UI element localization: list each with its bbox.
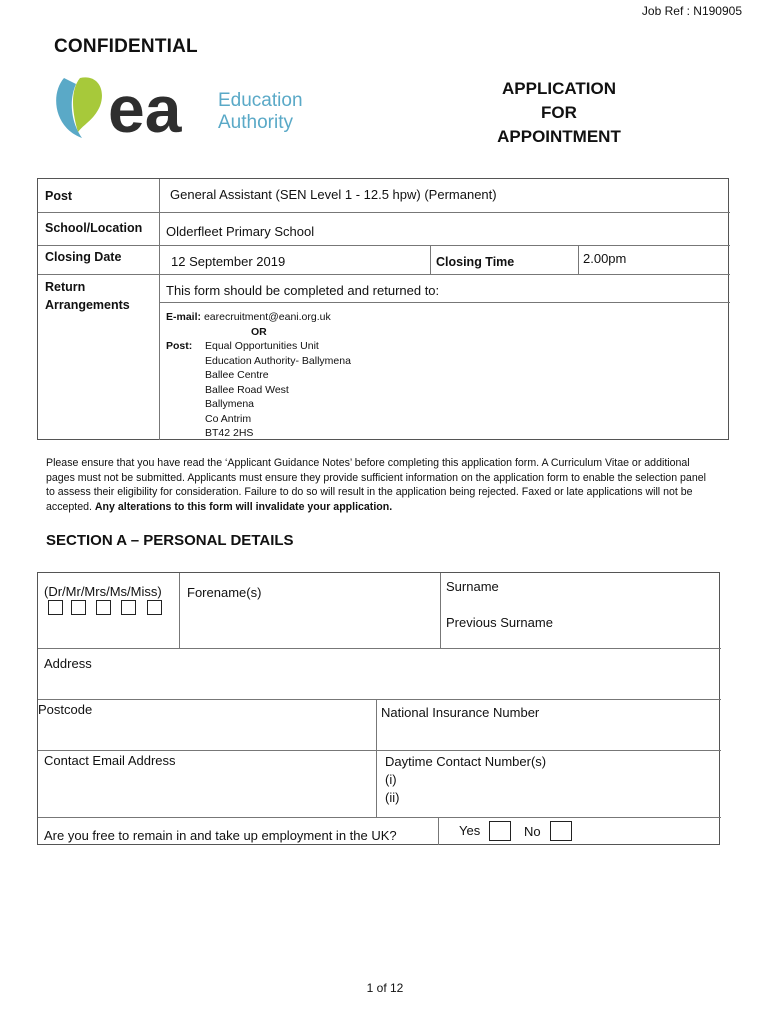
address-field[interactable]: Address — [44, 656, 92, 671]
closing-time-value: 2.00pm — [583, 251, 627, 266]
title-checkbox-miss[interactable] — [147, 600, 162, 615]
email-label: E-mail: — [166, 311, 202, 323]
or-label: OR — [251, 325, 267, 338]
logo-line-authority: Authority — [218, 112, 293, 133]
postal-label: Post: — [166, 340, 193, 352]
title-checkbox-dr[interactable] — [48, 600, 63, 615]
return-arrangements-label: Return Arrangements — [45, 280, 130, 312]
section-a-title: SECTION A – PERSONAL DETAILS — [46, 532, 294, 549]
school-value: Olderfleet Primary School — [166, 224, 315, 239]
address-line: BT42 2HS — [205, 427, 254, 439]
closing-date-value: 12 September 2019 — [171, 254, 286, 269]
page-title — [470, 77, 648, 149]
logo-line-education: Education — [218, 90, 303, 111]
no-checkbox[interactable] — [550, 821, 572, 841]
post-value: General Assistant (SEN Level 1 - 12.5 hpw) (Permanent) — [170, 187, 497, 202]
closing-date-label: Closing Date — [45, 250, 122, 264]
notice-bold: Any alterations to this form will invalidate your application. — [94, 500, 393, 513]
uk-employment-question: Are you free to remain in and take up employment in the UK? — [44, 828, 397, 843]
notice-text: Please ensure that you have read the ‘Applicant Guidance Notes’ before completing this application form. A Curriculum Vitae or additional pages must not be submitted. Applicants must ensure they provide sufficient information on the application form to enable the selection panel to assess their eligibility for consideration. Failure to do so will result in the application being rejected. Faxed or late applications will not be accepted. — [46, 457, 706, 513]
no-label: No — [524, 824, 541, 839]
yes-label: Yes — [459, 823, 481, 838]
personal-details-table — [37, 572, 720, 845]
forename-field[interactable]: Forename(s) — [187, 585, 262, 600]
logo-leaf-green — [73, 77, 102, 132]
title-checkbox-mrs[interactable] — [96, 600, 111, 615]
address-line: Education Authority- Ballymena — [205, 354, 351, 367]
return-address — [166, 310, 466, 441]
title-checkbox-ms[interactable] — [121, 600, 136, 615]
address-line: Ballee Centre — [205, 369, 269, 381]
return-intro: This form should be completed and returned to: — [166, 283, 440, 298]
surname-field[interactable]: Surname — [446, 579, 499, 594]
title-line-1: APPLICATION — [502, 79, 616, 98]
post-label: Post — [45, 189, 73, 203]
title-label: (Dr/Mr/Mrs/Ms/Miss) — [44, 584, 162, 599]
logo-mark: ea — [108, 72, 182, 146]
ni-number-field[interactable]: National Insurance Number — [381, 705, 540, 720]
title-checkbox-mr[interactable] — [71, 600, 86, 615]
postcode-field[interactable]: Postcode — [38, 702, 93, 717]
previous-surname-field[interactable]: Previous Surname — [446, 615, 553, 630]
address-line: Equal Opportunities Unit — [205, 340, 319, 352]
address-line: Co Antrim — [205, 412, 252, 425]
daytime-number-field[interactable]: Daytime Contact Number(s) (i) (ii) — [385, 754, 547, 805]
title-line-3: APPOINTMENT — [497, 127, 621, 146]
yes-checkbox[interactable] — [489, 821, 511, 841]
page-number: 1 of 12 — [366, 981, 404, 995]
email-value: earecruitment@eani.org.uk — [203, 311, 331, 323]
title-line-2: FOR — [541, 103, 577, 122]
job-reference: Job Ref : N190905 — [641, 4, 742, 18]
address-line: Ballee Road West — [205, 383, 289, 396]
school-label: School/Location — [45, 221, 143, 235]
confidential-heading: CONFIDENTIAL — [54, 36, 198, 57]
logo-wordmark — [218, 90, 303, 134]
guidance-notice — [46, 456, 716, 514]
address-line: Ballymena — [205, 398, 255, 410]
post-details-table — [37, 178, 729, 440]
closing-time-label: Closing Time — [436, 255, 515, 269]
contact-email-field[interactable]: Contact Email Address — [44, 753, 176, 768]
